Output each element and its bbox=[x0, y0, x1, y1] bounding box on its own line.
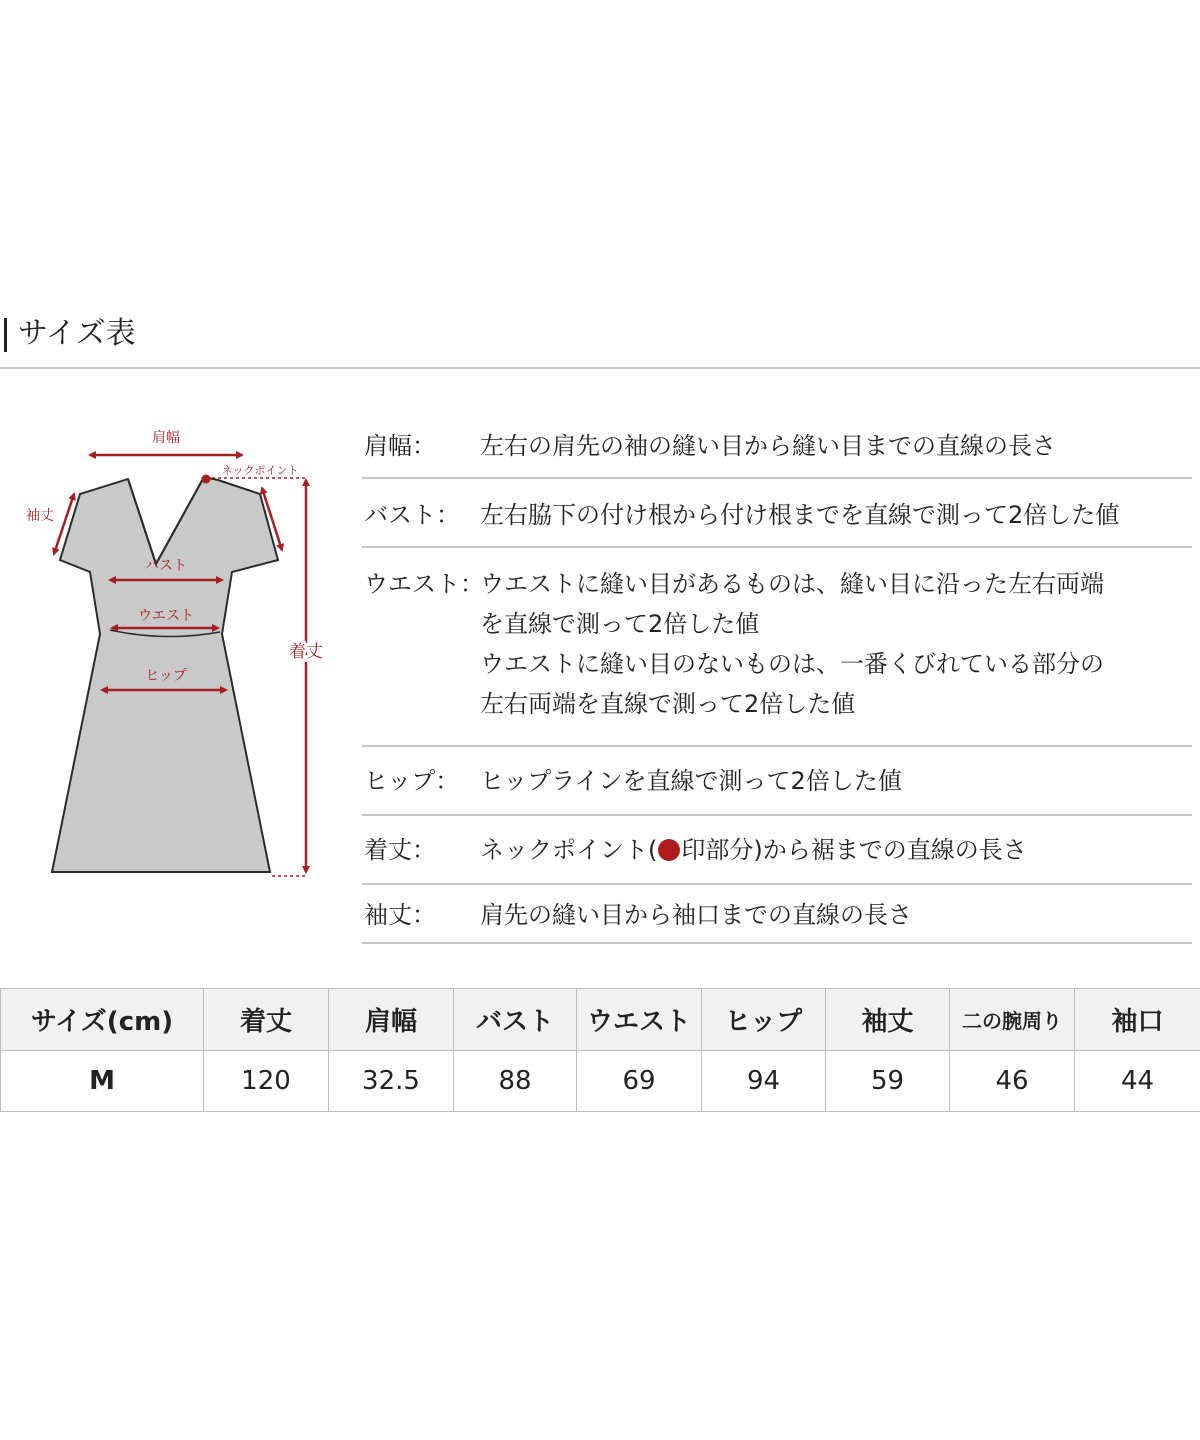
table-header: 肩幅 bbox=[329, 989, 454, 1051]
table-header: 二の腕周り bbox=[950, 989, 1075, 1051]
definition-term: ヒップ： bbox=[364, 767, 460, 795]
table-cell: 46 bbox=[950, 1051, 1075, 1112]
table-header: 袖丈 bbox=[826, 989, 950, 1051]
neck-point-marker bbox=[202, 475, 211, 484]
definition-row bbox=[362, 816, 1192, 885]
table-cell: 32.5 bbox=[329, 1051, 454, 1112]
table-cell: 44 bbox=[1075, 1051, 1200, 1112]
definition-term: 肩幅： bbox=[364, 432, 436, 460]
table-cell: M bbox=[1, 1051, 204, 1112]
label-length: 着丈 bbox=[289, 642, 323, 662]
definition-text: 左右脇下の付け根から付け根までを直線で測って2倍した値 bbox=[480, 501, 1120, 529]
definition-term: バスト： bbox=[364, 501, 460, 529]
definition-row bbox=[362, 479, 1192, 548]
table-header: 着丈 bbox=[204, 989, 329, 1051]
definition-term: 袖丈： bbox=[364, 901, 436, 929]
table-cell: 120 bbox=[204, 1051, 329, 1112]
definition-text: ウエストに縫い目があるものは、縫い目に沿った左右両端 を直線で測って2倍した値 ウエストに縫い目のないものは、一番くびれている部分の 左右両端を直線で測って2倍した値 bbox=[480, 570, 1104, 718]
table-header: バスト bbox=[454, 989, 577, 1051]
heading-bar bbox=[4, 318, 7, 352]
definition-text: ネックポイント( 印部分)から裾までの直線の長さ bbox=[480, 836, 1027, 864]
garment-diagram bbox=[0, 420, 340, 900]
section-heading bbox=[0, 312, 1200, 356]
table-cell: 59 bbox=[826, 1051, 950, 1112]
table-row bbox=[1, 1051, 1200, 1112]
label-hip: ヒップ bbox=[145, 668, 187, 684]
table-header: ヒップ bbox=[702, 989, 826, 1051]
table-header: サイズ(cm) bbox=[1, 989, 204, 1051]
label-neck-point: ネックポイント bbox=[221, 464, 299, 477]
page-title: サイズ表 bbox=[18, 316, 136, 351]
definition-row bbox=[362, 885, 1192, 944]
definition-term: ウエスト： bbox=[364, 570, 484, 598]
label-bust: バスト bbox=[145, 558, 187, 574]
table-cell: 69 bbox=[577, 1051, 702, 1112]
label-waist: ウエスト bbox=[138, 608, 194, 624]
definition-text: 肩先の縫い目から袖口までの直線の長さ bbox=[480, 901, 912, 929]
definition-row bbox=[362, 420, 1192, 479]
definition-term: 着丈： bbox=[364, 836, 436, 864]
size-table bbox=[0, 988, 1200, 1112]
table-cell: 94 bbox=[702, 1051, 826, 1112]
table-cell: 88 bbox=[454, 1051, 577, 1112]
definition-row bbox=[362, 747, 1192, 816]
label-shoulder: 肩幅 bbox=[152, 430, 180, 446]
table-header-row bbox=[1, 989, 1200, 1051]
definition-text: 左右の肩先の袖の縫い目から縫い目までの直線の長さ bbox=[480, 432, 1056, 460]
heading-divider bbox=[0, 367, 1200, 369]
label-sleeve: 袖丈 bbox=[26, 508, 54, 524]
measurement-definitions bbox=[362, 420, 1192, 944]
table-header: ウエスト bbox=[577, 989, 702, 1051]
table-header: 袖口 bbox=[1075, 989, 1200, 1051]
definition-text: ヒップラインを直線で測って2倍した値 bbox=[480, 767, 902, 795]
definition-row bbox=[362, 548, 1192, 747]
neck-point-dot-icon bbox=[658, 839, 680, 861]
